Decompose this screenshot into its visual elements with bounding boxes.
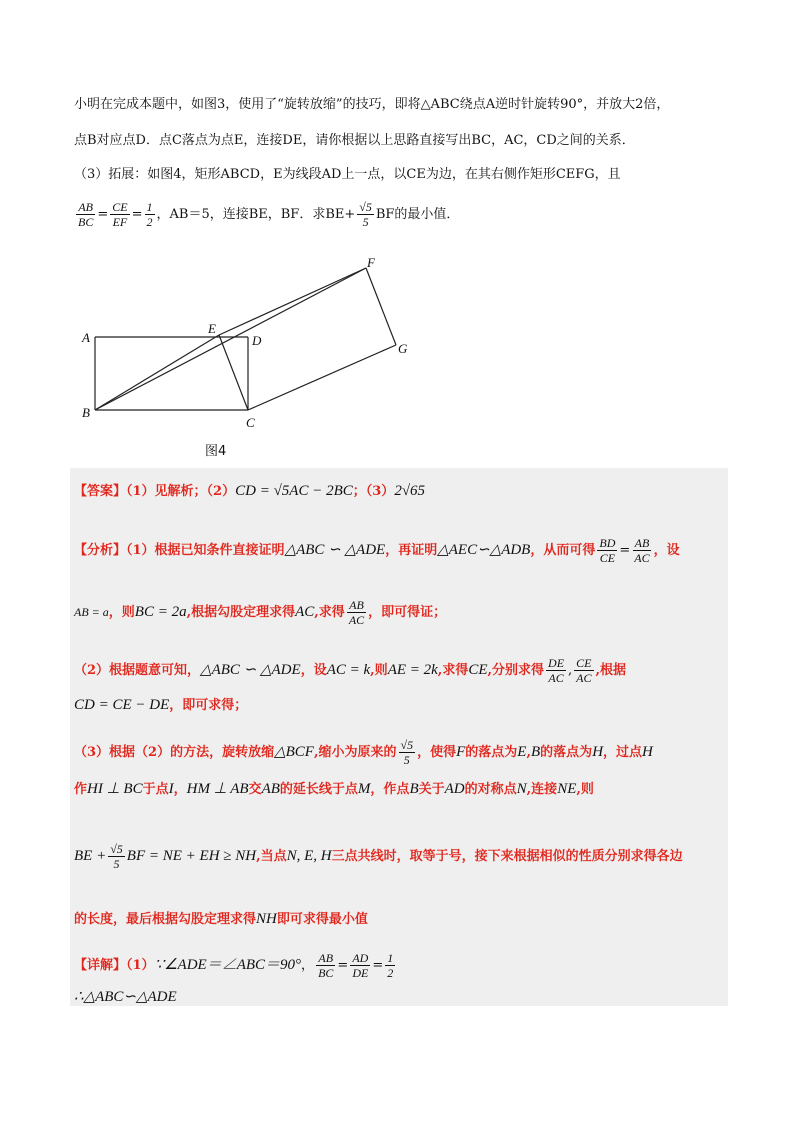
label-a: A: [82, 330, 90, 345]
analysis-text: 的落点为: [540, 745, 593, 760]
analysis-text: ，即可得证；: [368, 605, 447, 620]
analysis-text: ，: [173, 782, 187, 797]
math-expr: BC = 2a: [134, 604, 187, 620]
analysis-text: 的长度，最后根据勾股定理求得: [74, 912, 257, 927]
analysis-line-5: [74, 738, 653, 767]
answer-formula: CD = √5AC − 2BC: [235, 483, 353, 499]
math-expr: M: [357, 781, 371, 797]
ratio-one-half-2: $\frac{1}{2}$: [387, 951, 394, 980]
equals-sign: =: [97, 207, 109, 222]
label-g: G: [398, 341, 408, 356]
label-d: D: [252, 333, 262, 348]
analysis-text: 的落点为: [465, 745, 518, 760]
math-expr: H: [592, 744, 604, 760]
answer-part-1: （1）见解析；（2）: [126, 484, 236, 499]
analysis-text: ，设: [300, 663, 327, 678]
math-expr: △BCF: [274, 744, 314, 760]
problem-line-4-mid: ，AB＝5，连接BE，BF．求BE+: [156, 207, 356, 222]
analysis-text: ，使得: [417, 745, 457, 760]
analysis-text: ，从而可得: [530, 543, 596, 558]
math-expr: NE: [557, 781, 577, 797]
segment-gc: [248, 345, 396, 410]
analysis-text: ,则: [576, 782, 594, 797]
ratio-ce-ac: $\frac{CE}{AC}$: [576, 656, 592, 685]
analysis-text: ,求得: [437, 663, 469, 678]
analysis-text: ,: [526, 745, 531, 760]
geometry-figure-4: [80, 255, 420, 435]
ratio-one-half: $\frac{1}{2}$: [146, 200, 153, 229]
label-b: B: [82, 405, 90, 420]
analysis-text: ,则: [370, 663, 388, 678]
ratio-sqrt5-5: $\frac{√5}{5}$: [359, 200, 372, 229]
analysis-text: （3）根据（2）的方法，旋转放缩: [74, 745, 275, 760]
answer-part-3: ；（3）: [352, 484, 395, 499]
analysis-text: 三点共线时，取等于号，接下来根据相似的性质分别求得各边: [331, 849, 683, 864]
analysis-text: ,连接: [526, 782, 558, 797]
math-expr: AC: [295, 604, 315, 620]
math-expr: AE = 2k: [387, 662, 438, 678]
analysis-text: 交: [248, 782, 262, 797]
math-expr: CE: [468, 662, 488, 678]
ratio-ab-ac: $\frac{AB}{AC}$: [634, 536, 650, 565]
analysis-text: ,分别求得: [487, 663, 545, 678]
label-c: C: [246, 415, 255, 430]
analysis-text: 关于: [418, 782, 445, 797]
math-expr: E: [517, 744, 527, 760]
ratio-sqrt5-5-b: $\frac{√5}{5}$: [400, 738, 414, 767]
math-expr: H: [642, 744, 653, 760]
analysis-line-2: [74, 598, 446, 627]
comma: ，: [301, 958, 315, 973]
analysis-text: ,求得: [314, 605, 345, 620]
analysis-text: 的对称点: [464, 782, 517, 797]
analysis-text: ，再证明: [385, 543, 438, 558]
math-expr: AB = a: [74, 605, 109, 619]
detail-line-1: 【详解】（1）∵∠ADE＝∠ABC＝90°， $\frac{AB}{BC}$ = $\frac{AD}{DE}$ = $\frac{1}{2}$: [74, 951, 394, 980]
math-expr: BE +: [74, 848, 107, 864]
ratio-ce-ef: $\frac{CE}{EF}$: [112, 200, 128, 229]
label-e: E: [208, 321, 216, 336]
analysis-text: ，设: [653, 543, 680, 558]
math-expr: HI ⊥ BC: [87, 781, 143, 797]
analysis-line-8: [74, 910, 368, 929]
problem-line-2: 点B对应点D．点C落点为点E，连接DE，请你根据以上思路直接写出BC，AC，CD之间的关系．: [74, 133, 635, 148]
problem-line-4-end: BF的最小值．: [375, 207, 460, 222]
ratio-ab-ac-2: $\frac{AB}{AC}$: [348, 598, 365, 627]
math-expr: ∴△ABC∽△ADE: [74, 989, 177, 1005]
analysis-line-4: [74, 696, 247, 715]
segment-ef: [219, 268, 366, 335]
problem-line-4: [74, 198, 459, 232]
ratio-sqrt5-5-c: $\frac{√5}{5}$: [110, 842, 123, 871]
analysis-text: ，则: [108, 605, 135, 620]
math-expr: NH: [256, 911, 277, 927]
math-expr: B: [409, 781, 419, 797]
math-expr: CD = CE − DE: [74, 697, 170, 713]
answer-tag: 【答案】: [74, 484, 127, 499]
math-expr: AD: [444, 781, 465, 797]
math-expr: HM ⊥ AB: [186, 781, 249, 797]
ratio-ab-bc-2: $\frac{AB}{BC}$: [318, 951, 334, 980]
segment-be: [95, 335, 219, 410]
answer-line: [74, 482, 425, 501]
math-expr: AC = k: [326, 662, 371, 678]
analysis-text: ,缩小为原来的: [313, 745, 397, 760]
math-expr: △ABC ∽ △ADE: [200, 662, 301, 678]
analysis-text: ,当点: [256, 849, 287, 864]
analysis-text: ，即可求得；: [169, 698, 248, 713]
analysis-line-3: （2）根据题意可知，△ABC ∽ △ADE，设AC = k,则AE = 2k,求得CE,分别求得 $\frac{DE}{AC}$ , $\frac{CE}{AC}$ ,根据: [74, 656, 627, 685]
analysis-line-6: [74, 780, 594, 799]
analysis-text: 作: [74, 782, 88, 797]
math-expr: N, E, H: [286, 848, 332, 864]
detail-tag: 【详解】: [74, 958, 127, 973]
equals-sign-2: =: [131, 207, 143, 222]
detail-text: （1）: [126, 958, 155, 973]
math-expr: ∠ADE＝∠ABC＝90°: [164, 957, 302, 973]
analysis-text: 即可求得最小值: [276, 912, 368, 927]
ratio-ab-bc: $\frac{AB}{BC}$: [78, 200, 94, 229]
analysis-text: ,根据勾股定理求得: [186, 605, 296, 620]
analysis-text: （1）根据已知条件直接证明: [126, 543, 285, 558]
segment-bf: [95, 268, 366, 410]
segment-ec: [219, 335, 248, 410]
analysis-line-1: 【分析】（1）根据已知条件直接证明△ABC ∽ △ADE，再证明△AEC∽△ADB，从而可得 $\frac{BD}{CE}$ = $\frac{AB}{AC}$ ，设: [74, 536, 680, 565]
analysis-text: （2）根据题意可知，: [74, 663, 201, 678]
detail-line-2: [74, 988, 177, 1007]
figure-caption: 图4: [205, 444, 227, 459]
label-f: F: [367, 255, 375, 270]
math-expr: BF = NE + EH ≥ NH: [126, 848, 257, 864]
math-expr: I: [168, 781, 174, 797]
ratio-bd-ce: $\frac{BD}{CE}$: [599, 536, 616, 565]
math-expr: △ABC ∽ △ADE: [284, 542, 386, 558]
analysis-line-7: [74, 842, 683, 871]
ratio-de-ac: $\frac{DE}{AC}$: [548, 656, 565, 685]
analysis-text: ，作点: [370, 782, 410, 797]
math-expr: B: [531, 744, 541, 760]
math-expr: AB: [261, 781, 280, 797]
analysis-text: 的延长线于点: [279, 782, 358, 797]
answer-result: 2√65: [394, 483, 426, 499]
analysis-text: ,根据: [595, 663, 627, 678]
ratio-ad-de: $\frac{AD}{DE}$: [352, 951, 369, 980]
analysis-tag: 【分析】: [74, 543, 127, 558]
analysis-text: ，过点: [603, 745, 643, 760]
because-symbol: ∵: [154, 957, 165, 973]
math-expr: △AEC∽△ADB: [437, 542, 531, 558]
problem-line-1: 小明在完成本题中，如图3，使用了“旋转放缩”的技巧，即将△ABC绕点A逆时针旋转90°，并放大2倍，: [74, 97, 670, 112]
math-expr: F: [456, 744, 466, 760]
segment-fg: [366, 268, 396, 345]
math-expr: N: [516, 781, 527, 797]
problem-line-3: （3）拓展：如图4，矩形ABCD，E为线段AD上一点，以CE为边，在其右侧作矩形CEFG，且: [74, 167, 621, 182]
analysis-text: 于点: [142, 782, 169, 797]
